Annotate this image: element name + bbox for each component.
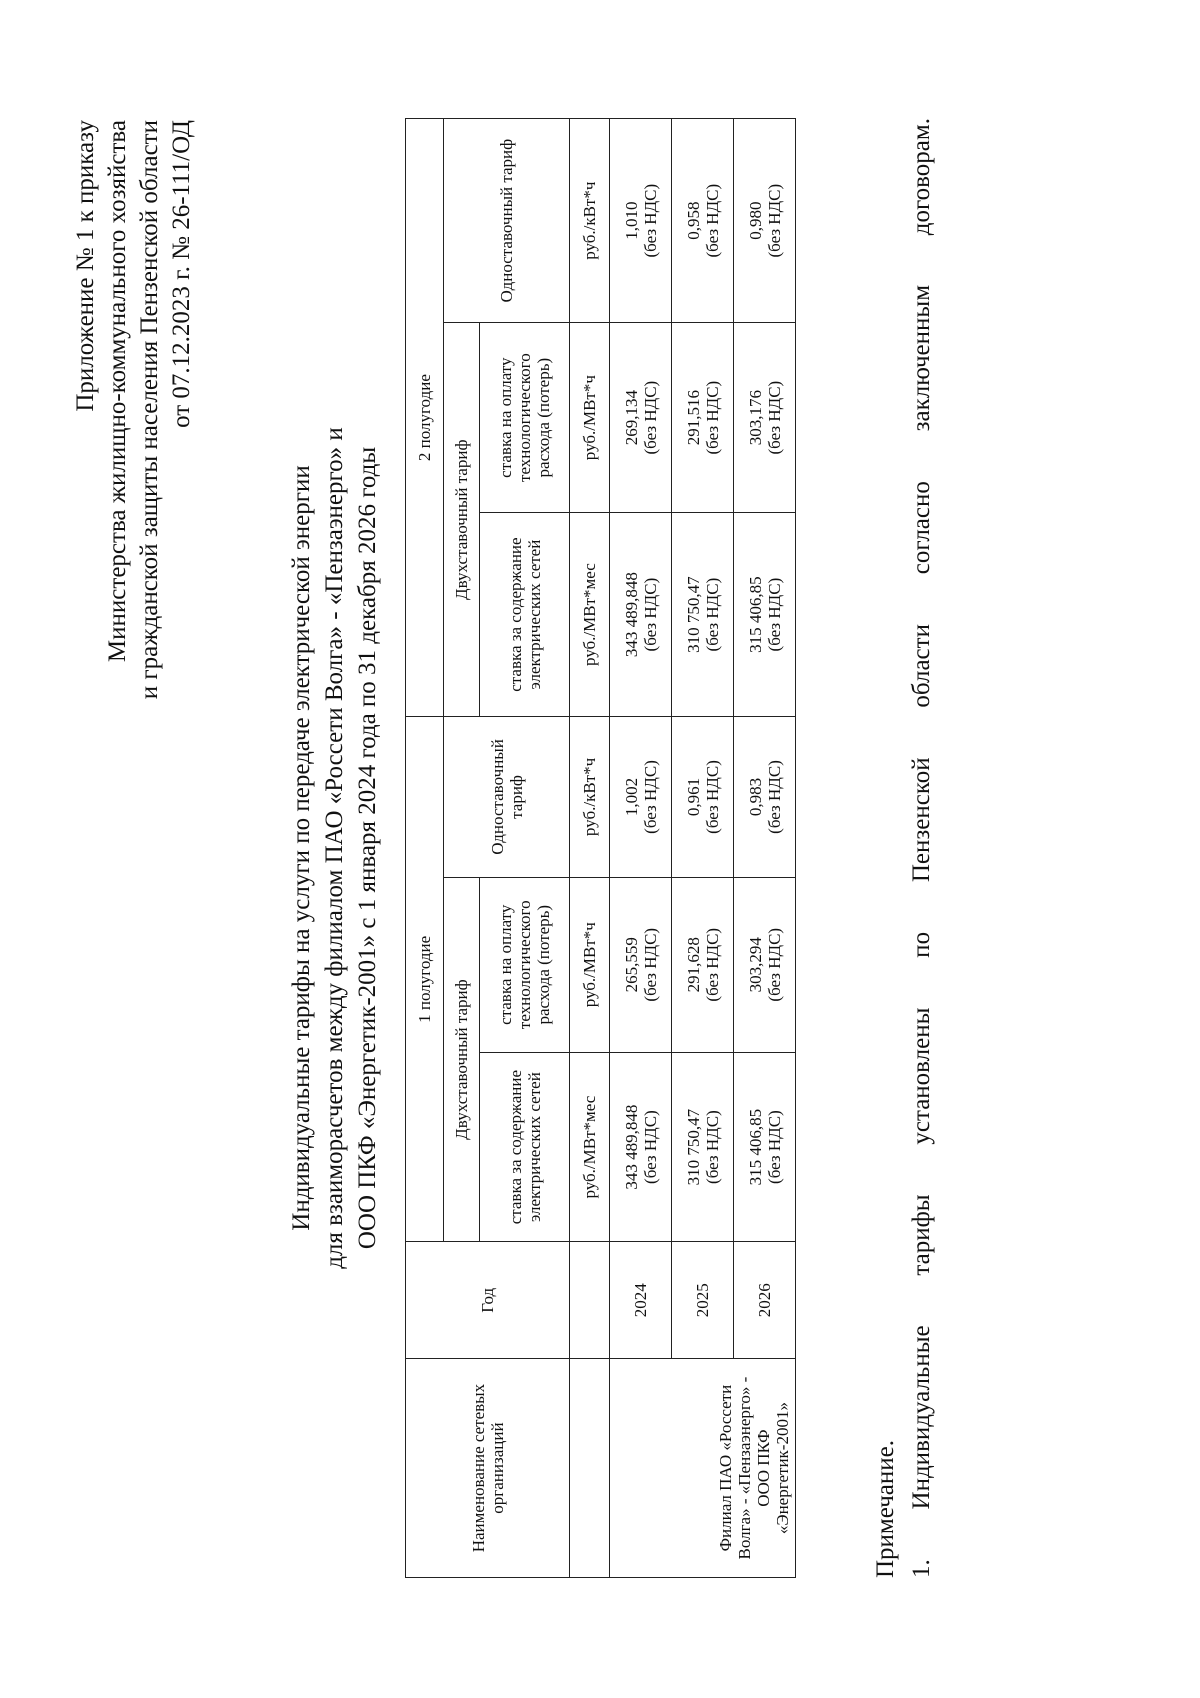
header-maintenance-rate: ставка за содержание электрических сетей xyxy=(480,1052,570,1242)
units-row xyxy=(570,119,610,1578)
header-losses-rate: ставка на оплату технологического расхода (потерь) xyxy=(480,323,570,513)
note-word: установлены xyxy=(908,1007,935,1145)
title-line: для взаиморасчетов между филиалом ПАО «Россети Волга» - «Пензаэнерго» и xyxy=(321,427,348,1269)
note-word: по xyxy=(908,931,935,958)
value-cell: 315 406,85 (без НДС) xyxy=(734,512,796,716)
value-cell: 265,559 (без НДС) xyxy=(610,877,672,1052)
unit-label: руб./МВт*ч xyxy=(570,877,610,1052)
title-line: Индивидуальные тарифы на услуги по передаче электрической энергии xyxy=(288,465,315,1231)
note-item-number: 1. xyxy=(908,1559,935,1578)
value-cell: 343 489,848 (без НДС) xyxy=(610,512,672,716)
unit-label: руб./МВт*мес xyxy=(570,512,610,716)
column-header-year: Год xyxy=(406,1242,570,1359)
header-one-rate-tariff: Одноставочный тариф xyxy=(444,119,570,323)
unit-label: руб./кВт*ч xyxy=(570,717,610,877)
header-losses-rate: ставка на оплату технологического расхода (потерь) xyxy=(480,877,570,1052)
note-word: договорам. xyxy=(908,118,935,236)
header-one-rate-tariff: Одноставочный тариф xyxy=(444,717,570,877)
note-word: Индивидуальные xyxy=(908,1325,935,1510)
note-section xyxy=(868,118,940,1578)
organization-name: Филиал ПАО «Россети Волга» - «Пензаэнерго» - ООО ПКФ «Энергетик-2001» xyxy=(610,1359,796,1578)
value-cell: 303,176 (без НДС) xyxy=(734,323,796,513)
note-word: тарифы xyxy=(908,1194,935,1276)
value-cell: 1,002 (без НДС) xyxy=(610,717,672,877)
header-line: от 07.12.2023 г. № 26-111/ОД xyxy=(168,120,195,428)
title-line: ООО ПКФ «Энергетик-2001» с 1 января 2024 года по 31 декабря 2026 годы xyxy=(354,446,381,1250)
table-row xyxy=(672,119,734,1578)
header-line: Приложение № 1 к приказу xyxy=(72,120,99,412)
note-word: согласно xyxy=(908,481,935,575)
header-maintenance-rate: ставка за содержание электрических сетей xyxy=(480,512,570,716)
note-word: заключенным xyxy=(908,284,935,432)
value-cell: 269,134 (без НДС) xyxy=(610,323,672,513)
header-two-rate-tariff: Двухставочный тариф xyxy=(444,877,480,1242)
note-heading: Примечание. xyxy=(872,1439,899,1578)
year-cell: 2025 xyxy=(672,1242,734,1359)
header-line: Министерства жилищно-коммунального хозяйства xyxy=(104,120,131,663)
order-appendix-header xyxy=(70,120,198,940)
header-line: и гражданской защиты населения Пензенской области xyxy=(136,120,163,700)
value-cell: 1,010 (без НДС) xyxy=(610,119,672,323)
value-cell: 303,294 (без НДС) xyxy=(734,877,796,1052)
value-cell: 310 750,47 (без НДС) xyxy=(672,1052,734,1242)
value-cell: 310 750,47 (без НДС) xyxy=(672,512,734,716)
header-half-year-1: 1 полугодие xyxy=(406,717,444,1242)
value-cell: 0,983 (без НДС) xyxy=(734,717,796,877)
value-cell: 343 489,848 (без НДС) xyxy=(610,1052,672,1242)
table-row xyxy=(610,119,672,1578)
header-two-rate-tariff: Двухставочный тариф xyxy=(444,323,480,717)
note-word: Пензенской xyxy=(908,757,935,883)
header-half-year-2: 2 полугодие xyxy=(406,119,444,717)
value-cell: 315 406,85 (без НДС) xyxy=(734,1052,796,1242)
year-cell: 2026 xyxy=(734,1242,796,1359)
value-cell: 0,961 (без НДС) xyxy=(672,717,734,877)
unit-label: руб./кВт*ч xyxy=(570,119,610,323)
document-title xyxy=(285,198,384,1498)
column-header-organization: Наименование сетевых организаций xyxy=(406,1359,570,1578)
value-cell: 0,980 (без НДС) xyxy=(734,119,796,323)
note-item xyxy=(904,118,940,1578)
tariff-table xyxy=(405,118,796,1578)
year-cell: 2024 xyxy=(610,1242,672,1359)
value-cell: 291,516 (без НДС) xyxy=(672,323,734,513)
value-cell: 0,958 (без НДС) xyxy=(672,119,734,323)
value-cell: 291,628 (без НДС) xyxy=(672,877,734,1052)
unit-label: руб./МВт*ч xyxy=(570,323,610,513)
note-word: области xyxy=(908,624,935,708)
unit-label: руб./МВт*мес xyxy=(570,1052,610,1242)
table-row xyxy=(734,119,796,1578)
